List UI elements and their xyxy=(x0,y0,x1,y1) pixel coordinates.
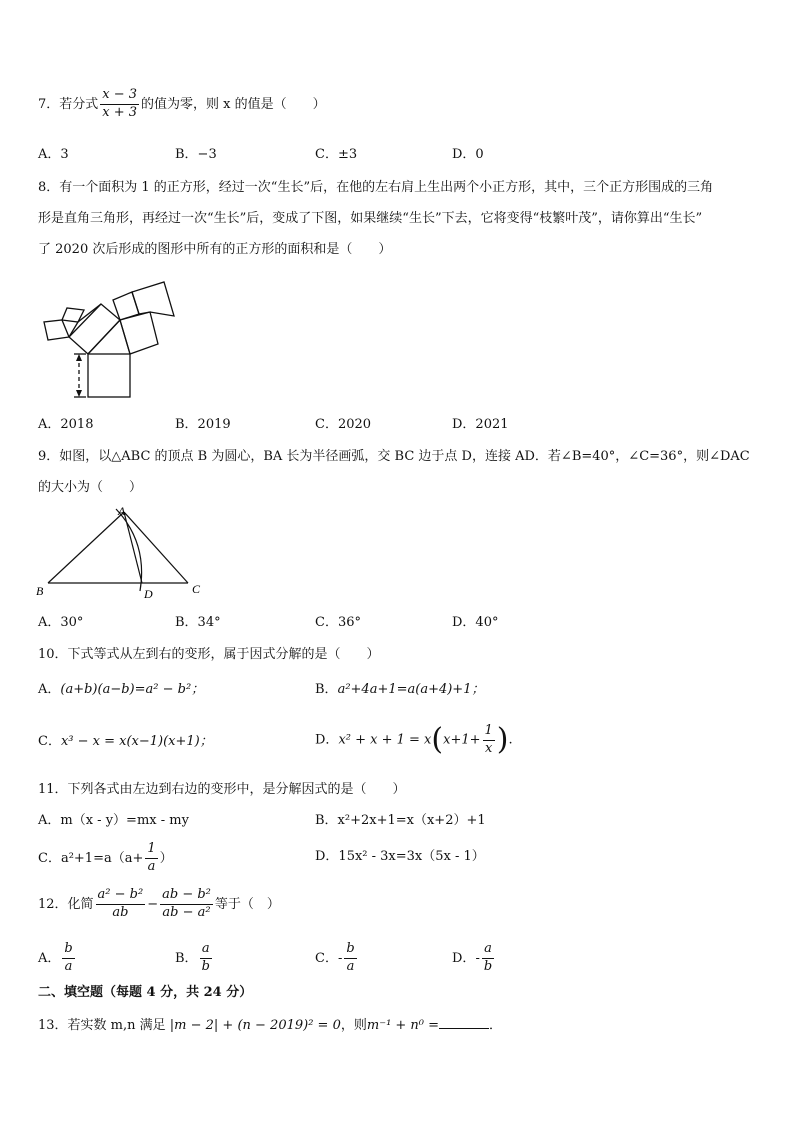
q7-fraction: $\frac{x - 3}{x + 3}$ xyxy=(102,87,138,120)
q8-stem-line2: 形是直角三角形，再经过一次“生长”后，变成了下图，如果继续“生长”下去，它将变得“枝繁叶茂”，请你算出“生长” xyxy=(38,211,703,226)
q8-pythagoras-tree-figure xyxy=(40,272,190,402)
q13-stem: 13．若实数 m,n 满足 |m − 2| + (n − 2019)² = 0，则m⁻¹ + n⁰ = ． xyxy=(38,1018,503,1033)
q10-d-fraction: $\frac{1}{x}$ xyxy=(484,722,493,756)
q7-option-d[interactable]: D．0 xyxy=(452,147,484,162)
q8-option-c[interactable]: C．2020 xyxy=(315,417,372,432)
q12-stem: 12．化简 $\frac{\text{a² − b²}}{ab}$ − $\frac{\text{ab − b²}}{\text{ab − a²}}$ 等于（ ） xyxy=(38,887,280,920)
q7-stem: 7．若分式 $\frac{x - 3}{x + 3}$ 的值为零，则 x 的值是（ ） xyxy=(38,87,326,120)
q10-option-c[interactable]: C．x³ − x = x(x−1)(x+1)； xyxy=(38,734,213,749)
q11-c-fraction: $\frac{1}{a}$ xyxy=(147,841,156,874)
q11-option-a[interactable]: A．m（x - y）=mx - my xyxy=(38,813,189,828)
q12-option-c[interactable]: C．- $\frac{b}{a}$ xyxy=(315,941,355,974)
q12-option-a[interactable]: A． $\frac{b}{a}$ xyxy=(38,941,73,974)
q12-option-d[interactable]: D．- $\frac{a}{b}$ xyxy=(452,941,493,974)
q10-option-d[interactable]: D．x² + x + 1 = x(x+1+ $\frac{1}{x}$ ). xyxy=(315,722,513,757)
q9-triangle-figure xyxy=(36,503,216,603)
q8-option-a[interactable]: A．2018 xyxy=(38,417,94,432)
q10-option-a[interactable]: A．(a+b)(a−b)=a² − b²； xyxy=(38,682,205,697)
q8-stem-line1: 8．有一个面积为 1 的正方形，经过一次“生长”后，在他的左右肩上生出两个小正方形，其中，三个正方形围成的三角 xyxy=(38,180,714,195)
q9-label-d: D xyxy=(144,587,153,601)
q8-stem-line3: 了 2020 次后形成的图形中所有的正方形的面积和是（ ） xyxy=(38,242,392,257)
q9-option-d[interactable]: D．40° xyxy=(452,615,499,630)
q9-label-b: B xyxy=(36,584,44,598)
q11-option-b[interactable]: B．x²+2x+1=x（x+2）+1 xyxy=(315,813,486,828)
q13-answer-blank[interactable] xyxy=(439,1016,489,1029)
q7-option-b[interactable]: B．−3 xyxy=(175,147,217,162)
q7-option-c[interactable]: C．±3 xyxy=(315,147,358,162)
q9-option-c[interactable]: C．36° xyxy=(315,615,361,630)
q8-option-d[interactable]: D．2021 xyxy=(452,417,509,432)
q7-option-a[interactable]: A．3 xyxy=(38,147,69,162)
q9-stem-line2: 的大小为（ ） xyxy=(38,480,143,495)
q12-fraction-2: $\frac{\text{ab − b²}}{\text{ab − a²}}$ xyxy=(162,887,211,920)
q9-stem-line1: 9．如图，以△ABC 的顶点 B 为圆心，BA 长为半径画弧，交 BC 边于点 D，连接 AD．若∠B=40°，∠C=36°，则∠DAC xyxy=(38,449,750,464)
section-heading-fill-in: 二、填空题（每题 4 分，共 24 分） xyxy=(38,985,253,1000)
q12-option-b[interactable]: B． $\frac{a}{b}$ xyxy=(175,941,210,974)
q12-fraction-1: $\frac{\text{a² − b²}}{ab}$ xyxy=(97,887,144,920)
q11-option-c[interactable]: C．a²+1=a（a+ $\frac{1}{a}$ ） xyxy=(38,841,173,874)
q9-option-b[interactable]: B．34° xyxy=(175,615,221,630)
q10-stem: 10．下式等式从左到右的变形，属于因式分解的是（ ） xyxy=(38,647,380,662)
q8-base-square xyxy=(88,354,130,397)
q11-stem: 11．下列各式由左边到右边的变形中，是分解因式的是（ ） xyxy=(38,782,406,797)
q10-option-b[interactable]: B．a²+4a+1=a(a+4)+1； xyxy=(315,682,485,697)
q9-option-a[interactable]: A．30° xyxy=(38,615,84,630)
q8-option-b[interactable]: B．2019 xyxy=(175,417,231,432)
q9-label-a: A xyxy=(118,504,126,518)
q11-option-d[interactable]: D．15x² - 3x=3x（5x - 1） xyxy=(315,849,485,864)
q9-label-c: C xyxy=(192,582,201,596)
